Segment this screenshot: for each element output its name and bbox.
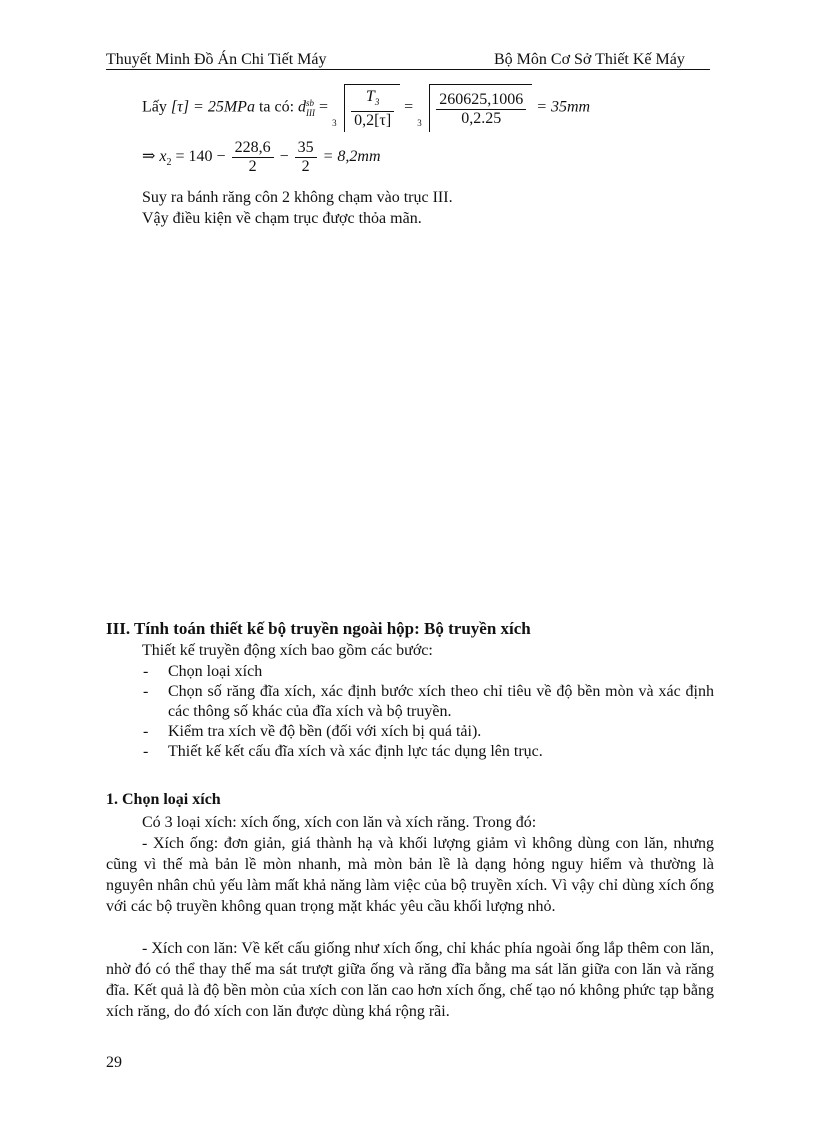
header-rule <box>106 69 710 70</box>
formula-mid-text: ta có: <box>258 98 295 116</box>
section-title: III. Tính toán thiết kế bộ truyền ngoài hộp: Bộ truyền xích <box>106 619 531 638</box>
cube-root-1: 3 $\frac{T_3}{0,2[\tau]}$ <box>332 84 400 132</box>
list-item: - Chọn loại xích <box>142 662 714 682</box>
formula-symbol-sub: III <box>306 108 316 118</box>
formula-tau-value: [τ] = 25MPa <box>170 98 255 116</box>
formula-prefix: Lấy <box>142 98 167 116</box>
paragraph-roller-chain: - Xích con lăn: Về kết cấu giống như xích ống, chỉ khác phía ngoài ống lắp thêm con lăn, nhờ đó có thể thay thế ma sát trượt giữa ống và răng đĩa bằng ma sát lăn giữa con lăn và răng đĩa. Kết quả là độ bền mòn của xích con lăn cao hơn xích ống, chế tạo nó không phức tạp bằng xích răng, do đó xích con lăn được dùng khá rộng rãi. <box>106 940 714 1020</box>
formula-x2: ⇒ $x_2 = 140$ − $\frac{228,6}{2}$ − $\frac{35}{2}$ = 8,2mm <box>142 138 381 175</box>
paragraph-intro: Có 3 loại xích: xích ống, xích con lăn và xích răng. Trong đó: <box>142 814 537 831</box>
steps-list <box>142 662 714 762</box>
list-item: - Kiểm tra xích về độ bền (đối với xích bị quá tải). <box>142 722 714 742</box>
formula-result: = 35mm <box>536 98 591 116</box>
paragraph-tube-chain: - Xích ống: đơn giản, giá thành hạ và khối lượng giảm vì không dùng con lăn, nhưng cũng vì thế mà bản lề mòn nhanh, mà mòn bản lề là dạng hỏng nguy hiểm và thường là nguyên nhân chủ yếu làm mất khả năng làm việc của bộ truyền xích. Vì vậy chỉ dùng xích ống với các bộ truyền không quan trọng mặt khác yêu cầu khối lượng nhỏ. <box>106 835 714 915</box>
list-item: - Chọn số răng đĩa xích, xác định bước xích theo chỉ tiêu về độ bền mòn và xác định các thông số khác của đĩa xích và bộ truyền. <box>142 682 714 722</box>
list-item: - Thiết kế kết cấu đĩa xích và xác định lực tác dụng lên trục. <box>142 742 714 762</box>
formula-shaft-diameter: Lấy [τ] = 25MPa ta có: dsb III = 3 $\frac{T_3}{0,2[\tau]}$ = 3 $\frac{260625,1006}{0,2.25}$ = 35mm <box>142 84 590 132</box>
cube-root-2: 3 $\frac{260625,1006}{0,2.25}$ <box>417 84 532 132</box>
conclusion-line-2: Vậy điều kiện về chạm trục được thỏa mãn. <box>142 210 422 227</box>
formula-symbol-sup: sb <box>306 98 315 108</box>
formula-symbol-d: d <box>298 98 307 116</box>
subsection-title: 1. Chọn loại xích <box>106 791 221 808</box>
page-number: 29 <box>106 1054 122 1071</box>
header-left: Thuyết Minh Đồ Án Chi Tiết Máy <box>106 51 327 68</box>
section-intro: Thiết kế truyền động xích bao gồm các bước: <box>142 642 433 659</box>
header-right: Bộ Môn Cơ Sở Thiết Kế Máy <box>494 51 685 68</box>
conclusion-line-1: Suy ra bánh răng côn 2 không chạm vào trục III. <box>142 189 453 206</box>
